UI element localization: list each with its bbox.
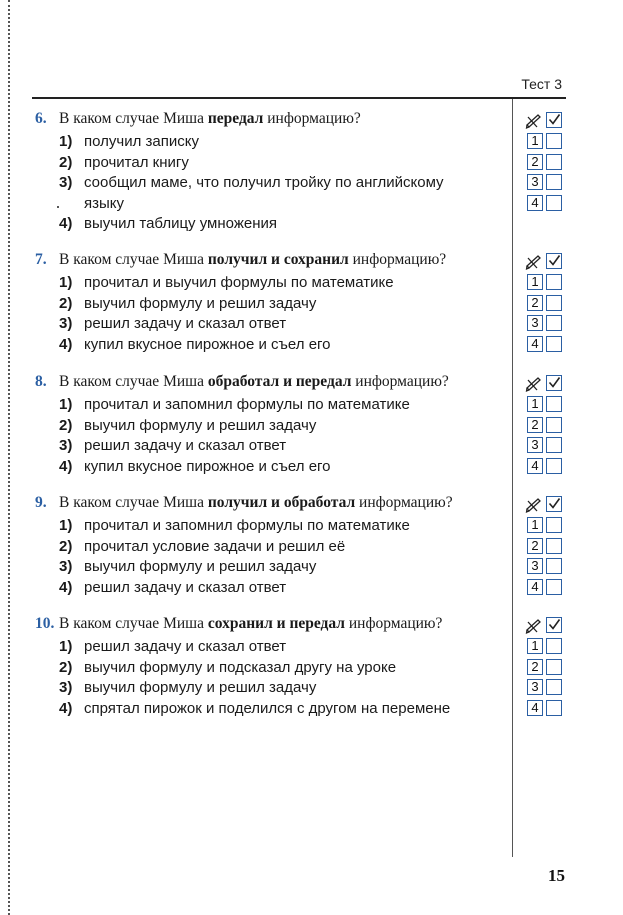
answer-checkbox[interactable] bbox=[546, 417, 562, 433]
question-text bbox=[35, 493, 505, 513]
answer-number-box: 3 bbox=[527, 437, 543, 453]
answer-row-4 bbox=[523, 578, 568, 599]
answer-checkbox[interactable] bbox=[546, 274, 562, 290]
option-number: 2) bbox=[59, 537, 73, 555]
answer-number-box: 4 bbox=[527, 195, 543, 211]
answer-row-4 bbox=[523, 457, 568, 478]
option-1 bbox=[35, 132, 505, 153]
answer-row-2 bbox=[523, 658, 568, 679]
option-text: выучил формулу и решил задачу bbox=[84, 558, 317, 575]
question-text bbox=[35, 109, 505, 129]
question-6 bbox=[35, 109, 505, 235]
answer-boxes-7 bbox=[523, 252, 568, 355]
header-rule bbox=[32, 97, 566, 99]
option-number: 1) bbox=[59, 638, 73, 655]
option-number: 3) bbox=[59, 679, 73, 696]
check-icon bbox=[546, 375, 562, 391]
answer-column-rule bbox=[512, 99, 513, 857]
answer-number-box: 2 bbox=[527, 538, 543, 554]
answer-checkbox[interactable] bbox=[546, 174, 562, 190]
answer-number-box: 2 bbox=[527, 295, 543, 311]
answer-number-box: 2 bbox=[527, 417, 543, 433]
answer-checkbox[interactable] bbox=[546, 336, 562, 352]
option-2 bbox=[35, 416, 505, 437]
option-3 bbox=[35, 173, 505, 214]
option-text: выучил формулу и решил задачу bbox=[84, 416, 317, 434]
answer-number-box: 1 bbox=[527, 274, 543, 290]
option-text: прочитал и запомнил формулы по математике bbox=[84, 396, 410, 413]
option-text: прочитал и выучил формулы по математике bbox=[84, 274, 394, 291]
option-text: прочитал и запомнил формулы по математике bbox=[84, 517, 410, 534]
answer-row-2 bbox=[523, 416, 568, 437]
option-3 bbox=[35, 557, 505, 578]
answer-number-box: 3 bbox=[527, 174, 543, 190]
answer-number-box: 2 bbox=[527, 154, 543, 170]
option-text: получил записку bbox=[84, 133, 199, 150]
question-emphasis: сохранил и передал bbox=[207, 615, 345, 632]
answer-checkbox[interactable] bbox=[546, 638, 562, 654]
option-number: 4) bbox=[59, 215, 73, 232]
option-text: прочитал книгу bbox=[84, 153, 189, 171]
option-number: 4) bbox=[59, 335, 73, 353]
answer-row-3 bbox=[523, 314, 568, 335]
answer-row-1 bbox=[523, 516, 568, 537]
option-text-continued: языку bbox=[84, 194, 125, 212]
option-text: решил задачу и сказал ответ bbox=[84, 638, 287, 655]
check-icon bbox=[546, 617, 562, 633]
question-number: 10. bbox=[35, 615, 55, 632]
question-number: 7. bbox=[35, 251, 47, 268]
option-3 bbox=[35, 678, 505, 699]
option-number: 4) bbox=[59, 457, 73, 475]
option-1 bbox=[35, 516, 505, 537]
option-text: решил задачу и сказал ответ bbox=[84, 437, 287, 454]
answer-number-box: 2 bbox=[527, 659, 543, 675]
question-text bbox=[35, 614, 505, 634]
option-3 bbox=[35, 436, 505, 457]
option-number: 2) bbox=[59, 416, 73, 434]
answer-number-box: 1 bbox=[527, 638, 543, 654]
answer-number-box: 4 bbox=[527, 579, 543, 595]
option-2 bbox=[35, 153, 505, 174]
question-10 bbox=[35, 614, 505, 719]
answer-number-box: 3 bbox=[527, 558, 543, 574]
answer-boxes-10 bbox=[523, 616, 568, 719]
question-emphasis: получил и обработал bbox=[207, 494, 356, 511]
option-number: 1) bbox=[59, 133, 73, 150]
bullet-dot bbox=[57, 206, 59, 208]
test-title: Тест 3 bbox=[521, 76, 562, 92]
question-number: 9. bbox=[35, 494, 47, 511]
answer-checkbox[interactable] bbox=[546, 133, 562, 149]
answer-header bbox=[523, 616, 568, 636]
answer-checkbox[interactable] bbox=[546, 458, 562, 474]
option-text: выучил формулу и решил задачу bbox=[84, 679, 317, 696]
option-3 bbox=[35, 314, 505, 335]
pen-icon bbox=[525, 617, 543, 635]
option-number: 2) bbox=[59, 153, 73, 171]
option-2 bbox=[35, 537, 505, 558]
pen-icon bbox=[525, 375, 543, 393]
cut-line bbox=[8, 0, 10, 915]
answer-row-2 bbox=[523, 537, 568, 558]
answer-checkbox[interactable] bbox=[546, 315, 562, 331]
answer-number-box: 3 bbox=[527, 679, 543, 695]
option-number: 2) bbox=[59, 294, 73, 312]
answer-boxes-9 bbox=[523, 495, 568, 598]
option-text: купил вкусное пирожное и съел его bbox=[84, 457, 331, 475]
answer-row-1 bbox=[523, 273, 568, 294]
answer-checkbox[interactable] bbox=[546, 579, 562, 595]
check-icon bbox=[546, 253, 562, 269]
answer-row-3 bbox=[523, 557, 568, 578]
question-8 bbox=[35, 372, 505, 477]
question-prefix: В каком случае Миша bbox=[59, 494, 208, 511]
option-1 bbox=[35, 395, 505, 416]
answer-checkbox[interactable] bbox=[546, 558, 562, 574]
answer-row-1 bbox=[523, 132, 568, 153]
option-1 bbox=[35, 273, 505, 294]
question-emphasis: передал bbox=[207, 110, 264, 127]
question-number: 6. bbox=[35, 110, 47, 127]
answer-row-1 bbox=[523, 395, 568, 416]
question-suffix: информацию? bbox=[344, 615, 443, 632]
option-number: 1) bbox=[59, 396, 73, 413]
answer-header bbox=[523, 111, 568, 131]
answer-checkbox[interactable] bbox=[546, 437, 562, 453]
option-2 bbox=[35, 294, 505, 315]
pen-icon bbox=[525, 496, 543, 514]
answer-number-box: 1 bbox=[527, 517, 543, 533]
question-text bbox=[35, 250, 505, 270]
option-text: спрятал пирожок и поделился с другом на перемене bbox=[84, 699, 451, 717]
answer-number-box: 1 bbox=[527, 396, 543, 412]
check-icon bbox=[546, 496, 562, 512]
answer-boxes-8 bbox=[523, 374, 568, 477]
question-suffix: информацию? bbox=[355, 494, 453, 511]
option-text: выучил таблицу умножения bbox=[84, 215, 277, 232]
option-number: 3) bbox=[59, 558, 73, 575]
question-prefix: В каком случае Миша bbox=[59, 615, 208, 632]
answer-row-3 bbox=[523, 678, 568, 699]
option-text: прочитал условие задачи и решил её bbox=[84, 537, 346, 555]
option-text: выучил формулу и подсказал другу на уроке bbox=[84, 658, 397, 676]
answer-checkbox[interactable] bbox=[546, 295, 562, 311]
option-4 bbox=[35, 578, 505, 599]
answer-row-1 bbox=[523, 637, 568, 658]
answer-number-box: 4 bbox=[527, 336, 543, 352]
page-number: 15 bbox=[548, 866, 565, 885]
option-text: решил задачу и сказал ответ bbox=[84, 578, 287, 596]
option-text: сообщил маме, что получил тройку по английскому bbox=[84, 174, 444, 191]
answer-header bbox=[523, 252, 568, 272]
answer-header bbox=[523, 374, 568, 394]
question-prefix: В каком случае Миша bbox=[59, 251, 208, 268]
answer-checkbox[interactable] bbox=[546, 195, 562, 211]
option-number: 4) bbox=[59, 699, 73, 717]
option-text: купил вкусное пирожное и съел его bbox=[84, 335, 331, 353]
question-number: 8. bbox=[35, 373, 47, 390]
answer-checkbox[interactable] bbox=[546, 538, 562, 554]
answer-boxes-6 bbox=[523, 111, 568, 214]
answer-number-box: 4 bbox=[527, 700, 543, 716]
answer-row-4 bbox=[523, 335, 568, 356]
question-emphasis: получил и сохранил bbox=[207, 251, 349, 268]
question-7 bbox=[35, 250, 505, 355]
answer-row-4 bbox=[523, 194, 568, 215]
option-text: решил задачу и сказал ответ bbox=[84, 315, 287, 332]
answer-row-3 bbox=[523, 173, 568, 194]
option-4 bbox=[35, 335, 505, 356]
option-1 bbox=[35, 637, 505, 658]
question-suffix: информацию? bbox=[263, 110, 361, 127]
option-number: 3) bbox=[59, 437, 73, 454]
question-text bbox=[35, 372, 505, 392]
option-4 bbox=[35, 699, 505, 720]
question-9 bbox=[35, 493, 505, 598]
answer-row-2 bbox=[523, 294, 568, 315]
answer-checkbox[interactable] bbox=[546, 679, 562, 695]
option-4 bbox=[35, 457, 505, 478]
pen-icon bbox=[525, 112, 543, 130]
option-2 bbox=[35, 658, 505, 679]
answer-number-box: 3 bbox=[527, 315, 543, 331]
answer-checkbox[interactable] bbox=[546, 154, 562, 170]
question-prefix: В каком случае Миша bbox=[59, 373, 208, 390]
pen-icon bbox=[525, 253, 543, 271]
answer-row-3 bbox=[523, 436, 568, 457]
answer-number-box: 1 bbox=[527, 133, 543, 149]
option-4 bbox=[35, 214, 505, 235]
answer-checkbox[interactable] bbox=[546, 659, 562, 675]
option-number: 3) bbox=[59, 315, 73, 332]
check-icon bbox=[546, 112, 562, 128]
answer-row-2 bbox=[523, 153, 568, 174]
option-number: 1) bbox=[59, 274, 73, 291]
option-text: выучил формулу и решил задачу bbox=[84, 294, 317, 312]
option-number: 2) bbox=[59, 658, 73, 676]
answer-number-box: 4 bbox=[527, 458, 543, 474]
question-emphasis: обработал и передал bbox=[207, 373, 352, 390]
option-number: 3) bbox=[59, 174, 73, 191]
answer-row-4 bbox=[523, 699, 568, 720]
answer-checkbox[interactable] bbox=[546, 517, 562, 533]
answer-header bbox=[523, 495, 568, 515]
answer-checkbox[interactable] bbox=[546, 700, 562, 716]
question-suffix: информацию? bbox=[351, 373, 449, 390]
question-prefix: В каком случае Миша bbox=[59, 110, 208, 127]
answer-checkbox[interactable] bbox=[546, 396, 562, 412]
question-suffix: информацию? bbox=[348, 251, 447, 268]
option-number: 4) bbox=[59, 578, 73, 596]
option-number: 1) bbox=[59, 517, 73, 534]
